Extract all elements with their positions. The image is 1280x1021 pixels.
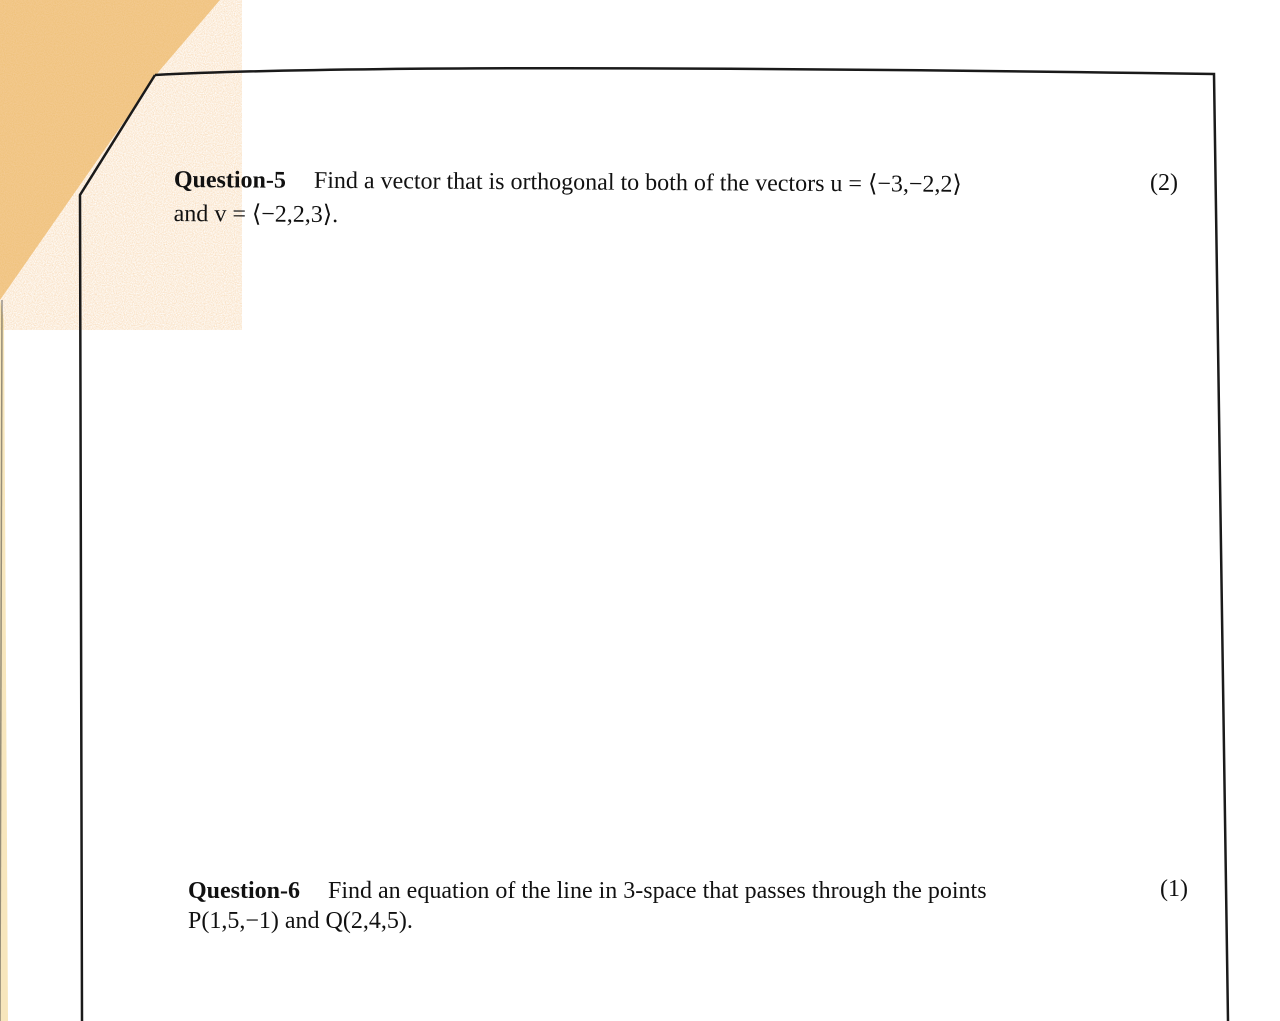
vector-v: v = ⟨−2,2,3⟩. xyxy=(214,201,339,229)
question-5 xyxy=(174,165,962,234)
question-6-text: Find an equation of the line in 3-space that passes through the points xyxy=(328,878,987,904)
question-6-line-1 xyxy=(188,876,987,906)
point-q: Q(2,4,5). xyxy=(325,908,413,934)
question-5-and: and xyxy=(173,200,209,228)
question-5-label: Question-5 xyxy=(173,166,287,194)
question-6 xyxy=(188,876,987,936)
vector-u: u = ⟨−3,−2,2⟩ xyxy=(830,171,962,198)
question-5-marks: (2) xyxy=(1150,170,1178,196)
question-5-line-1 xyxy=(174,165,962,200)
question-6-marks: (1) xyxy=(1160,876,1188,902)
question-5-text: Find a vector that is orthogonal to both of the vectors xyxy=(313,167,825,197)
question-6-line-2 xyxy=(188,906,987,936)
question-5-line-2 xyxy=(174,199,962,234)
point-p: P(1,5,−1) xyxy=(188,908,279,934)
question-6-label: Question-6 xyxy=(188,878,301,904)
question-6-and: and xyxy=(284,908,320,934)
